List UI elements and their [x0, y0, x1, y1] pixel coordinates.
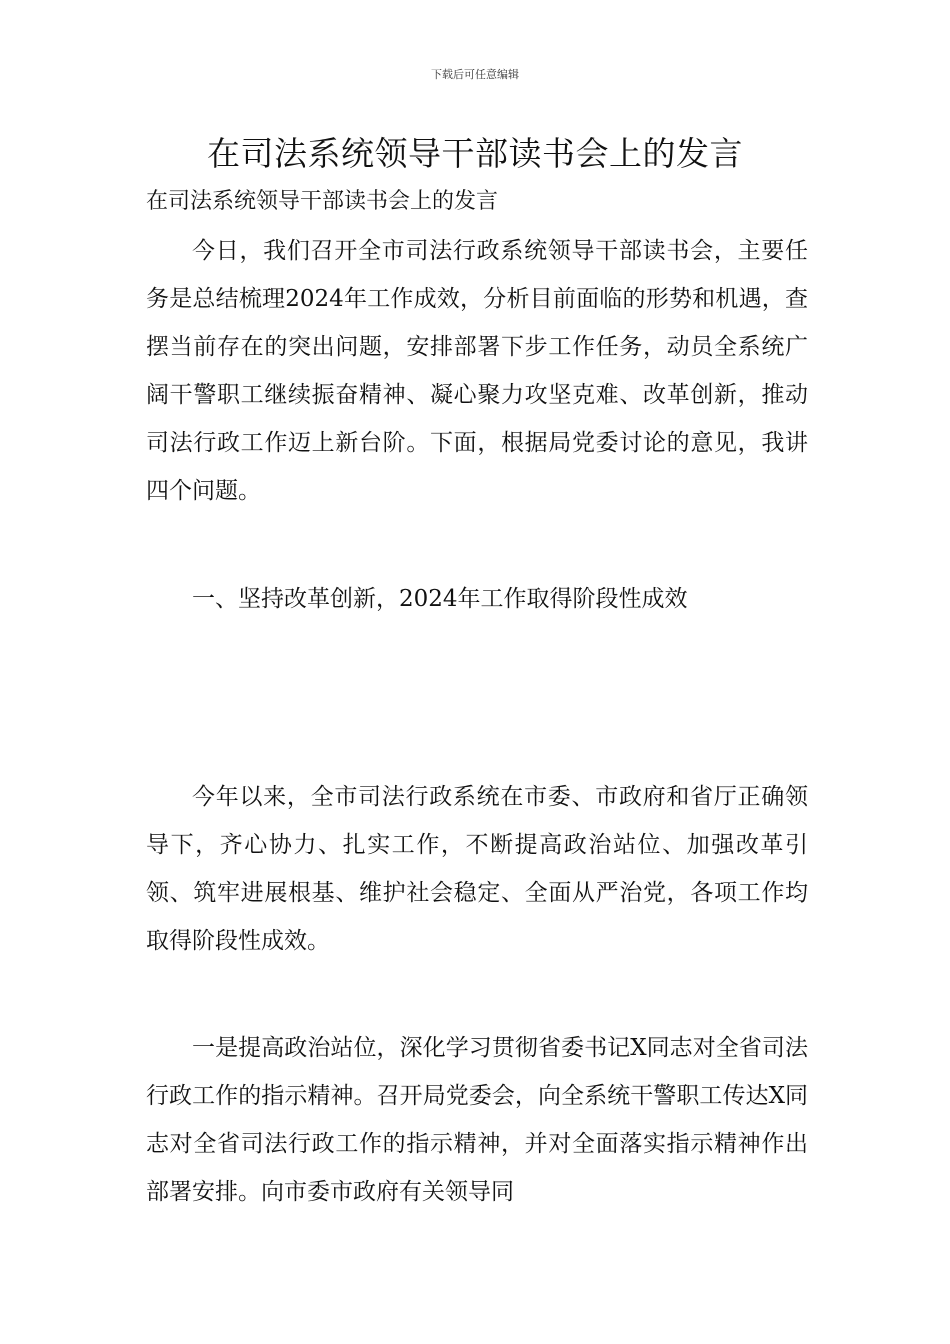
section-heading-1: 一、坚持改革创新，2024年工作取得阶段性成效: [192, 586, 688, 612]
header-note: 下载后可任意编辑: [431, 68, 519, 81]
paragraph-summary: 今年以来，全市司法行政系统在市委、市政府和省厅正确领导下，齐心协力、扎实工作，不断提高政治站位、加强改革引领、筑牢进展根基、维护社会稳定、全面从严治党，各项工作均取得阶段性成效。: [146, 784, 808, 954]
document-subtitle: 在司法系统领导干部读书会上的发言: [146, 189, 499, 214]
document-title: 在司法系统领导干部读书会上的发言: [207, 134, 743, 173]
paragraph-intro: 今日，我们召开全市司法行政系统领导干部读书会，主要任务是总结梳理2024年工作成效，分析目前面临的形势和机遇，查摆当前存在的突出问题，安排部署下步工作任务，动员全系统广阔干警职工继续振奋精神、凝心聚力攻坚克难、改革创新，推动司法行政工作迈上新台阶。下面，根据局党委讨论的意见，我讲四个问题。: [146, 238, 808, 504]
paragraph-point-1: 一是提高政治站位，深化学习贯彻省委书记X同志对全省司法行政工作的指示精神。召开局党委会，向全系统干警职工传达X同志对全省司法行政工作的指示精神，并对全面落实指示精神作出部署安排。向市委市政府有关领导同: [146, 1035, 808, 1205]
